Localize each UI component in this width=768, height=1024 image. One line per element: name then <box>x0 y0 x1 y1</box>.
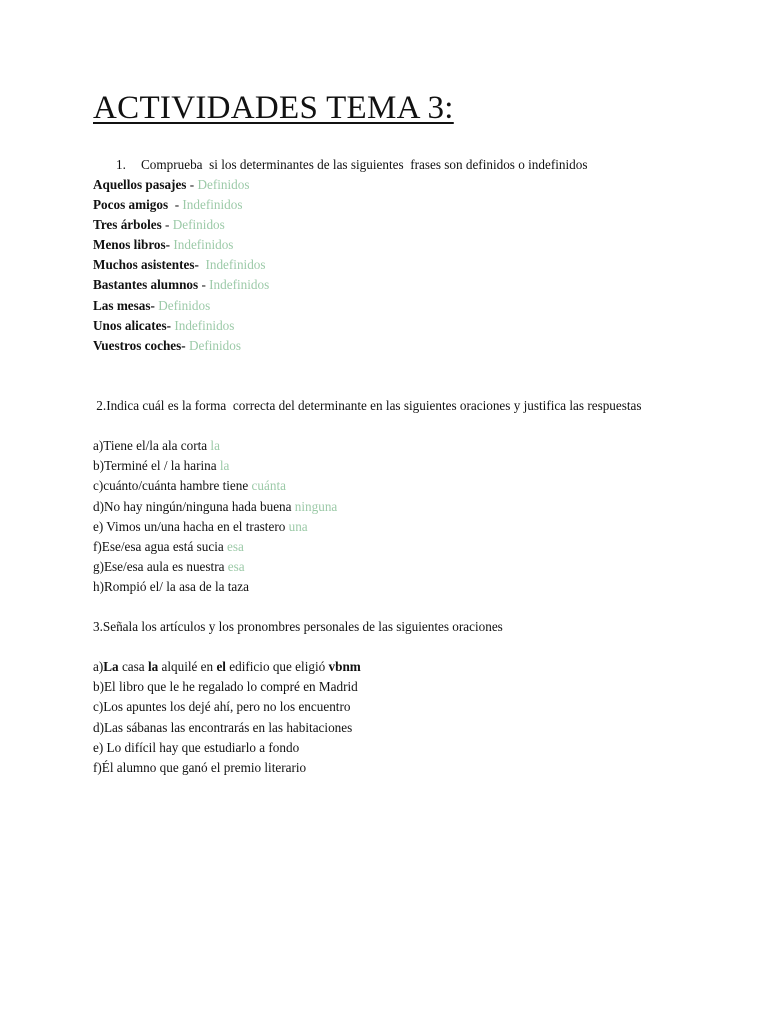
ex2-item <box>93 497 337 517</box>
ex1-item <box>93 316 234 336</box>
ex1-answer: Definidos <box>172 217 225 232</box>
ex1-phrase: Pocos amigos <box>93 197 172 212</box>
ex2-item <box>93 476 286 496</box>
ex1-answer: Indefinidos <box>174 318 235 333</box>
ex1-answer: Indefinidos <box>205 257 266 272</box>
ex1-answer: Indefinidos <box>173 237 234 252</box>
highlighted-word: la <box>147 659 159 674</box>
ex1-item: Pocos amigos - Indefinidos <box>93 197 243 212</box>
ex2-answer: esa <box>227 539 244 554</box>
ex3-item: d)Las sábanas las encontrarás en las habitaciones <box>93 720 353 735</box>
ex1-answer: Indefinidos <box>182 197 243 212</box>
ex3-item: c)Los apuntes los dejé ahí, pero no los encuentro <box>93 699 351 714</box>
ex3-item: b)El libro que le he regalado lo compré en Madrid <box>93 679 358 694</box>
highlighted-word: La <box>103 659 119 674</box>
ex3-item: f)Él alumno que ganó el premio literario <box>93 760 307 775</box>
ex1-item <box>93 296 210 316</box>
ex2-answer: ninguna <box>294 499 338 514</box>
ex1-phrase: Aquellos pasajes <box>93 177 187 192</box>
ex2-answer: una <box>288 519 308 534</box>
ex2-sentence: g)Ese/esa aula es nuestra <box>93 559 228 574</box>
ex1-phrase: Unos alicates- <box>93 318 172 333</box>
ex2-sentence: c)cuánto/cuánta hambre tiene <box>93 478 252 493</box>
ex2-item <box>93 557 245 577</box>
ex1-item: Aquellos pasajes - Definidos <box>93 177 250 192</box>
ex1-answer: Definidos <box>197 177 250 192</box>
ex1-phrase: Muchos asistentes- <box>93 257 199 272</box>
ex1-item: Tres árboles - Definidos <box>93 217 225 232</box>
ex1-phrase: Menos libros- <box>93 237 171 252</box>
ex1-item <box>93 235 233 255</box>
ex2-answer: cuánta <box>251 478 286 493</box>
ex2-sentence: b)Terminé el / la harina <box>93 458 220 473</box>
ex2-sentence: h)Rompió el/ la asa de la taza <box>93 579 249 594</box>
ex2-sentence: f)Ese/esa agua está sucia <box>93 539 228 554</box>
ex2-sentence: d)No hay ningún/ninguna hada buena <box>93 499 295 514</box>
ex2-answer: esa <box>227 559 245 574</box>
ex1-item <box>93 336 241 356</box>
ex1-phrase: Bastantes alumnos <box>93 277 199 292</box>
ex3-item: a)La casa la alquilé en el edificio que eligió vbnm <box>93 659 361 674</box>
ex1-number: 1. <box>116 157 126 172</box>
ex2-item <box>93 456 229 476</box>
ex1-answer: Definidos <box>188 338 241 353</box>
ex2-answer: la <box>219 458 230 473</box>
ex3-instruction: 3.Señala los artículos y los pronombres personales de las siguientes oraciones <box>93 619 503 634</box>
ex2-item <box>93 537 244 557</box>
ex2-sentence: a)Tiene el/la ala corta <box>93 438 211 453</box>
ex1-phrase: Tres árboles <box>93 217 162 232</box>
ex1-item <box>93 255 266 275</box>
ex1-item: Bastantes alumnos - Indefinidos <box>93 277 270 292</box>
ex1-answer: Indefinidos <box>209 277 270 292</box>
ex1-phrase: Vuestros coches- <box>93 338 186 353</box>
ex3-item: e) Lo difícil hay que estudiarlo a fondo <box>93 740 300 755</box>
highlighted-word: vbnm <box>328 659 361 674</box>
page-title: ACTIVIDADES TEMA 3: <box>93 90 454 126</box>
ex1-phrase: Las mesas- <box>93 298 155 313</box>
ex2-item <box>93 517 308 537</box>
highlighted-word: el <box>216 659 226 674</box>
ex2-sentence: e) Vimos un/una hacha en el trastero <box>93 519 289 534</box>
ex2-instruction: 2.Indica cuál es la forma correcta del determinante en las siguientes oraciones y justifica las respuestas <box>93 398 642 413</box>
ex1-answer: Definidos <box>158 298 211 313</box>
ex2-item <box>93 577 249 597</box>
ex2-item <box>93 436 220 456</box>
ex1-instruction <box>93 155 587 175</box>
ex2-answer: la <box>210 438 220 453</box>
ex1-instruction-text: Comprueba si los determinantes de las siguientes frases son definidos o indefinidos <box>141 157 588 172</box>
